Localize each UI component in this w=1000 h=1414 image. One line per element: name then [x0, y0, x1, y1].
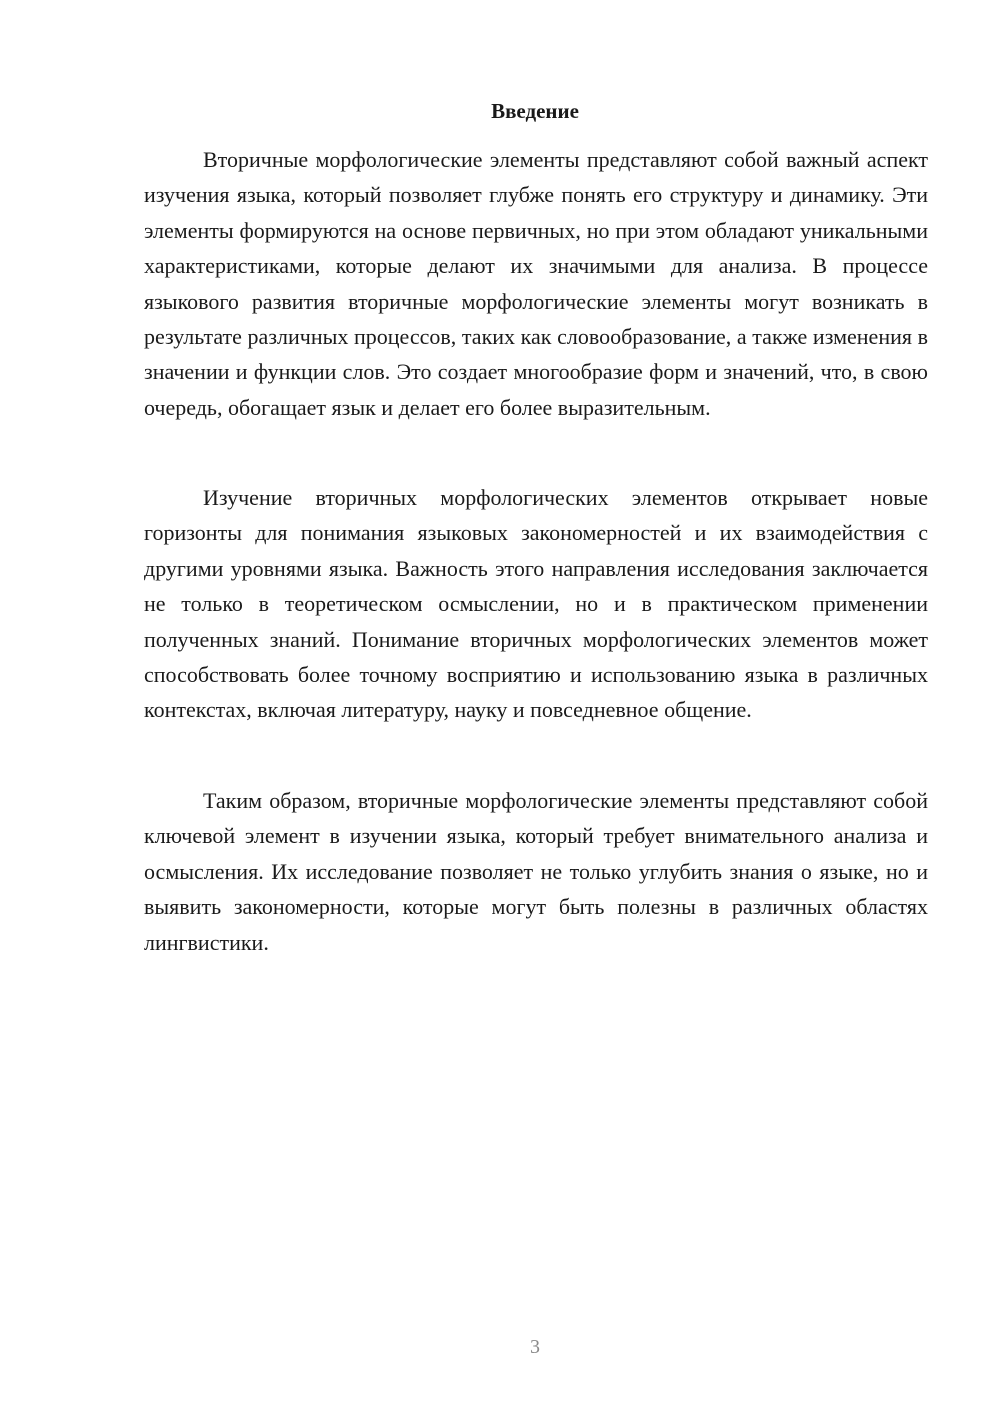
- page-number: 3: [530, 1336, 540, 1358]
- paragraph-1: Вторичные морфологические элементы представляют собой важный аспект изучения языка, который позволяет глубже понять его структуру и динамику. Эти элементы формируются на основе первичных, но при этом обладают уникальными характеристиками, которые делают их значимыми для анализа. В процессе языкового развития вторичные морфологические элементы могут возникать в результате различных процессов, таких как словообразование, а также изменения в значении и функции слов. Это создает многообразие форм и значений, что, в свою очередь, обогащает язык и делает его более выразительным.: [144, 147, 928, 420]
- paragraph-3: Таким образом, вторичные морфологические элементы представляют собой ключевой элемент в изучении языка, который требует внимательного анализа и осмысления. Их исследование позволяет не только углубить знания о языке, но и выявить закономерности, которые могут быть полезны в различных областях лингвистики.: [144, 788, 928, 955]
- paragraph-2: Изучение вторичных морфологических элементов открывает новые горизонты для понимания языковых закономерностей и их взаимодействия с другими уровнями языка. Важность этого направления исследования заключается не только в теоретическом осмыслении, но и в практическом применении полученных знаний. Понимание вторичных морфологических элементов может способствовать более точному восприятию и использованию языка в различных контекстах, включая литературу, науку и повседневное общение.: [144, 485, 928, 723]
- page-title: Введение: [491, 99, 579, 123]
